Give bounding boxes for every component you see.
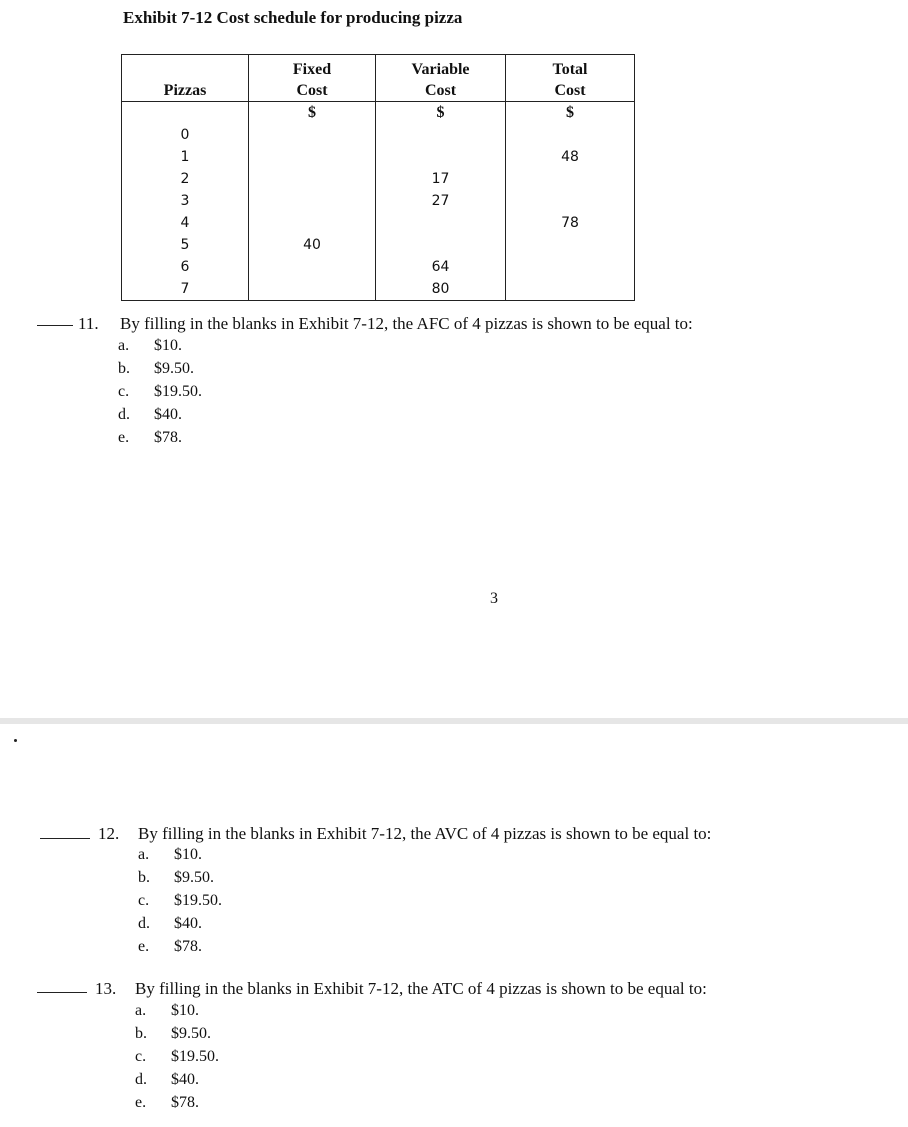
question-number: 11.	[78, 314, 99, 333]
option-12-a[interactable]: a. $10.	[138, 846, 202, 863]
option-13-e[interactable]: e. $78.	[135, 1094, 199, 1111]
cost-schedule-table	[121, 54, 635, 301]
option-13-a[interactable]: a. $10.	[135, 1002, 199, 1019]
option-12-d[interactable]: d. $40.	[138, 915, 202, 932]
table-row	[122, 256, 635, 278]
answer-blank-12[interactable]	[40, 838, 90, 839]
table-cell	[506, 234, 635, 256]
table-cell	[506, 190, 635, 212]
option-11-e[interactable]: e. $78.	[118, 429, 182, 446]
table-cell	[376, 212, 506, 234]
option-11-d[interactable]: d. $40.	[118, 406, 182, 423]
table-cell: 5	[122, 234, 249, 256]
question-number: 12.	[98, 824, 120, 843]
table-cell	[376, 146, 506, 168]
option-13-c[interactable]: c. $19.50.	[135, 1048, 219, 1065]
table-cell: 0	[122, 124, 249, 146]
table-cell: 78	[506, 212, 635, 234]
header-total-cost: Total Cost	[506, 55, 635, 102]
header-pizzas: Pizzas	[122, 55, 249, 102]
question-number: 13.	[95, 979, 117, 998]
table-cell: 3	[122, 190, 249, 212]
stray-mark	[14, 739, 17, 742]
table-cell: 64	[376, 256, 506, 278]
table-cell	[506, 168, 635, 190]
table-cell: 27	[376, 190, 506, 212]
option-11-c[interactable]: c. $19.50.	[118, 383, 202, 400]
table-cell	[249, 168, 376, 190]
answer-blank-13[interactable]	[37, 992, 87, 993]
units-cell: $	[376, 102, 506, 125]
answer-blank-11[interactable]	[37, 325, 73, 326]
exhibit-title: Exhibit 7-12 Cost schedule for producing pizza	[123, 8, 463, 27]
option-12-b[interactable]: b. $9.50.	[138, 869, 214, 886]
table-cell	[506, 278, 635, 301]
table-cell: 2	[122, 168, 249, 190]
table-row	[122, 212, 635, 234]
table-row	[122, 168, 635, 190]
table-cell	[249, 146, 376, 168]
table-row	[122, 278, 635, 301]
question-text: By filling in the blanks in Exhibit 7-12, the ATC of 4 pizzas is shown to be equal to:	[135, 979, 707, 998]
table-cell	[249, 212, 376, 234]
question-13	[95, 978, 707, 999]
units-row	[122, 102, 635, 125]
table-row	[122, 234, 635, 256]
table-cell: 4	[122, 212, 249, 234]
option-13-b[interactable]: b. $9.50.	[135, 1025, 211, 1042]
option-12-c[interactable]: c. $19.50.	[138, 892, 222, 909]
table-cell	[376, 124, 506, 146]
option-12-e[interactable]: e. $78.	[138, 938, 202, 955]
option-13-d[interactable]: d. $40.	[135, 1071, 199, 1088]
table-row	[122, 124, 635, 146]
table-cell: 17	[376, 168, 506, 190]
option-11-b[interactable]: b. $9.50.	[118, 360, 194, 377]
question-12	[98, 823, 711, 844]
table-cell	[506, 124, 635, 146]
table-row	[122, 190, 635, 212]
table-cell	[249, 124, 376, 146]
table-header-row	[122, 55, 635, 102]
page-number: 3	[490, 590, 498, 607]
table-cell: 7	[122, 278, 249, 301]
table-cell: 40	[249, 234, 376, 256]
table-cell	[376, 234, 506, 256]
table-cell	[249, 278, 376, 301]
units-cell	[122, 102, 249, 125]
question-text: By filling in the blanks in Exhibit 7-12, the AFC of 4 pizzas is shown to be equal to:	[120, 314, 693, 333]
header-variable-cost: Variable Cost	[376, 55, 506, 102]
table-cell: 48	[506, 146, 635, 168]
option-11-a[interactable]: a. $10.	[118, 337, 182, 354]
table-cell: 6	[122, 256, 249, 278]
table-cell	[249, 256, 376, 278]
question-text: By filling in the blanks in Exhibit 7-12, the AVC of 4 pizzas is shown to be equal to:	[138, 824, 712, 843]
question-11	[78, 313, 693, 334]
header-fixed-cost: Fixed Cost	[249, 55, 376, 102]
page-separator	[0, 718, 908, 724]
table-cell	[249, 190, 376, 212]
units-cell: $	[506, 102, 635, 125]
table-cell: 1	[122, 146, 249, 168]
table-cell	[506, 256, 635, 278]
table-row	[122, 146, 635, 168]
table-cell: 80	[376, 278, 506, 301]
units-cell: $	[249, 102, 376, 125]
